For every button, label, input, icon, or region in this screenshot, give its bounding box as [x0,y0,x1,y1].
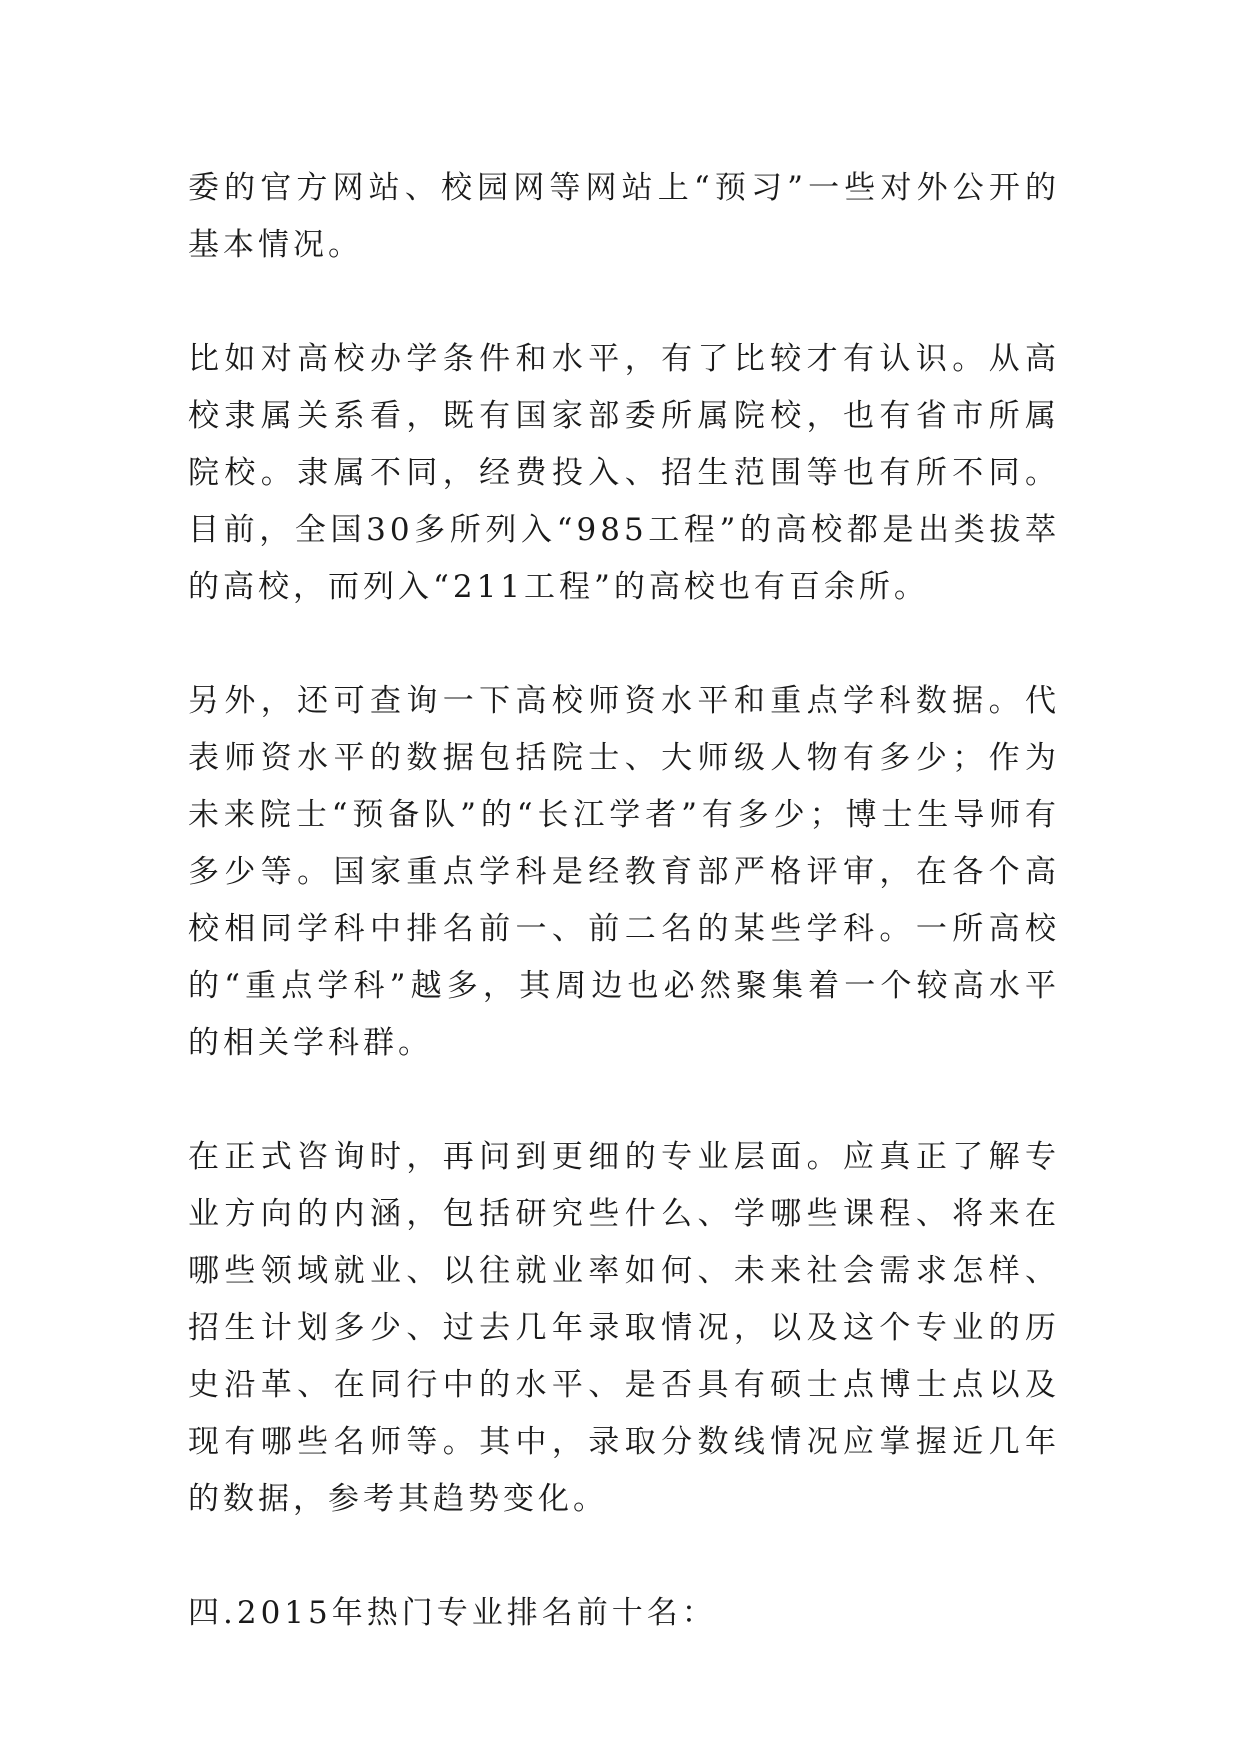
paragraph-intro-continuation: 委的官方网站、校园网等网站上“预习”一些对外公开的基本情况。 [188,170,1060,263]
paragraph-school-conditions: 比如对高校办学条件和水平，有了比较才有认识。从高校隶属关系看，既有国家部委所属院校，也有省市所属院校。隶属不同，经费投入、招生范围等也有所不同。目前，全国30多所列入“985工程”的高校都是出类拔萃的高校，而列入“211工程”的高校也有百余所。 [188,341,1060,605]
paragraph-gap [188,274,1060,331]
section-heading-top-majors: 四.2015年热门专业排名前十名： [188,1595,717,1631]
paragraph-faculty-disciplines: 另外，还可查询一下高校师资水平和重点学科数据。代表师资水平的数据包括院士、大师级人物有多少；作为未来院士“预备队”的“长江学者”有多少；博士生导师有多少等。国家重点学科是经教育部严格评审，在各个高校相同学科中排名前一、前二名的某些学科。一所高校的“重点学科”越多，其周边也必然聚集着一个较高水平的相关学科群。 [188,683,1060,1061]
paragraph-gap [188,1072,1060,1129]
paragraph-major-consultation: 在正式咨询时，再问到更细的专业层面。应真正了解专业方向的内涵，包括研究些什么、学哪些课程、将来在哪些领域就业、以往就业率如何、未来社会需求怎样、招生计划多少、过去几年录取情况，以及这个专业的历史沿革、在同行中的水平、是否具有硕士点博士点以及现有哪些名师等。其中，录取分数线情况应掌握近几年的数据，参考其趋势变化。 [188,1139,1060,1517]
paragraph-gap [188,1528,1060,1585]
document-body [188,160,1060,1642]
paragraph-gap [188,616,1060,673]
